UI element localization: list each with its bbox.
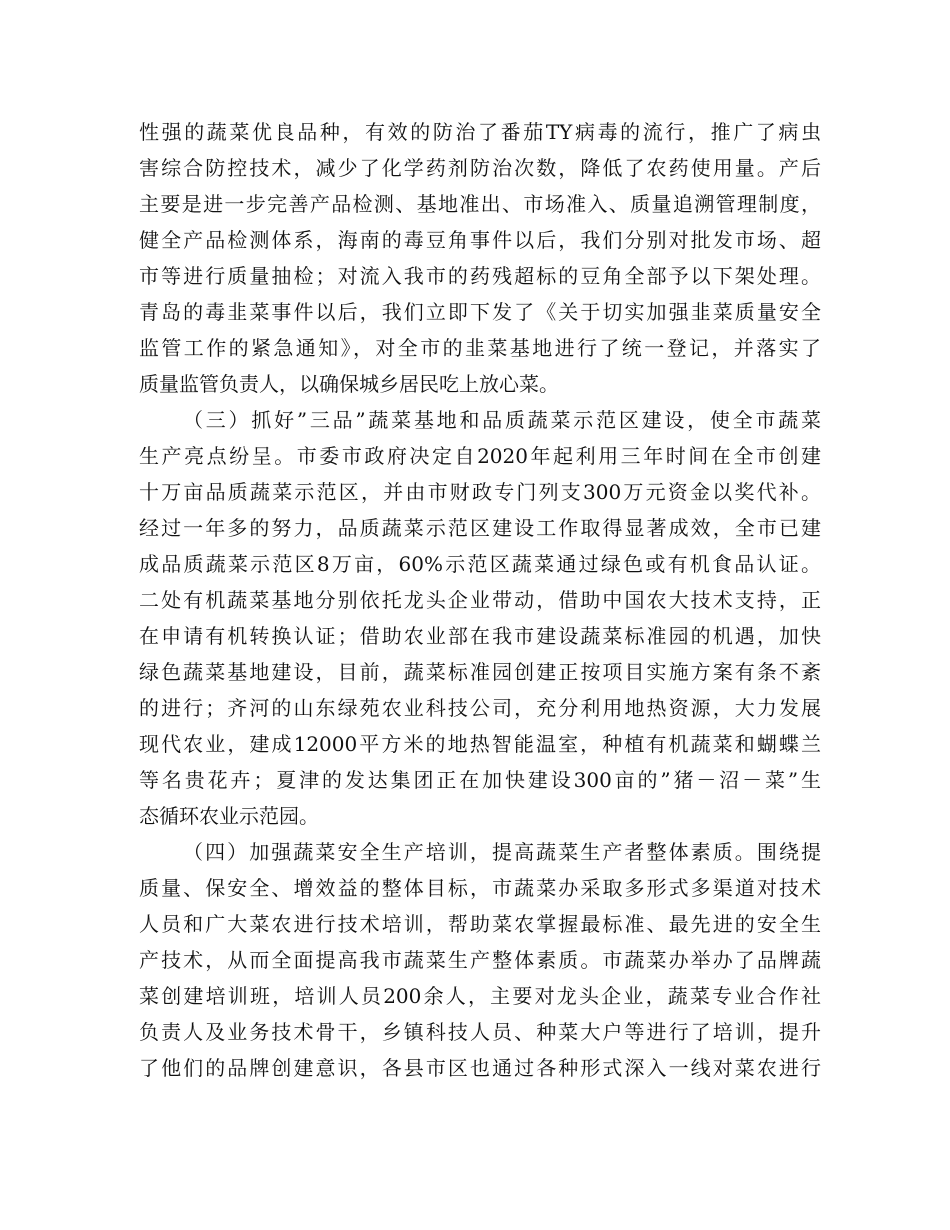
document-body [139,114,821,1086]
text-line: 主要是进一步完善产品检测、基地准出、市场准入、质量追溯管理制度， [139,192,821,216]
text-line: 态循环农业示范园。 [139,804,319,828]
text-line: 监管工作的紧急通知》，对全市的韭菜基地进行了统一登记，并落实了 [139,336,821,360]
text-line: 的进行；齐河的山东绿苑农业科技公司，充分利用地热资源，大力发展 [139,696,821,720]
text-line: 性强的蔬菜优良品种，有效的防治了番茄TY病毒的流行，推广了病虫 [139,120,821,144]
text-line: 青岛的毒韭菜事件以后，我们立即下发了《关于切实加强韭菜质量安全 [139,300,821,324]
text-line: 害综合防控技术，减少了化学药剂防治次数，降低了农药使用量。产后 [139,156,821,180]
text-line: 负责人及业务技术骨干，乡镇科技人员、种菜大户等进行了培训，提升 [139,1020,821,1044]
text-line: 菜创建培训班，培训人员200余人，主要对龙头企业，蔬菜专业合作社 [139,984,821,1008]
text-line: 质量监管负责人，以确保城乡居民吃上放心菜。 [139,372,559,396]
text-line: 经过一年多的努力，品质蔬菜示范区建设工作取得显著成效，全市已建 [139,516,821,540]
text-line: 在申请有机转换认证；借助农业部在我市建设蔬菜标准园的机遇，加快 [139,624,821,648]
text-line: 人员和广大菜农进行技术培训，帮助菜农掌握最标准、最先进的安全生 [139,912,821,936]
paragraph-heading-3: （三）抓好”三品”蔬菜基地和品质蔬菜示范区建设，使全市蔬菜 [183,408,821,432]
text-line: 市等进行质量抽检；对流入我市的药残超标的豆角全部予以下架处理。 [139,264,821,288]
text-line: 产技术，从而全面提高我市蔬菜生产整体素质。市蔬菜办举办了品牌蔬 [139,948,821,972]
text-line: 了他们的品牌创建意识，各县市区也通过各种形式深入一线对菜农进行 [139,1056,821,1080]
text-line: 质量、保安全、增效益的整体目标，市蔬菜办采取多形式多渠道对技术 [139,876,821,900]
text-line: 成品质蔬菜示范区8万亩，60%示范区蔬菜通过绿色或有机食品认证。 [139,552,821,576]
paragraph-heading-4: （四）加强蔬菜安全生产培训，提高蔬菜生产者整体素质。围绕提 [183,840,821,864]
text-line: 生产亮点纷呈。市委市政府决定自2020年起利用三年时间在全市创建 [139,444,821,468]
text-line: 二处有机蔬菜基地分别依托龙头企业带动，借助中国农大技术支持，正 [139,588,821,612]
text-line: 绿色蔬菜基地建设，目前，蔬菜标准园创建正按项目实施方案有条不紊 [139,660,821,684]
text-line: 健全产品检测体系，海南的毒豆角事件以后，我们分别对批发市场、超 [139,228,821,252]
text-line: 等名贵花卉；夏津的发达集团正在加快建设300亩的”猪－沼－菜”生 [139,768,821,792]
text-line: 十万亩品质蔬菜示范区，并由市财政专门列支300万元资金以奖代补。 [139,480,821,504]
text-line: 现代农业，建成12000平方米的地热智能温室，种植有机蔬菜和蝴蝶兰 [139,732,821,756]
